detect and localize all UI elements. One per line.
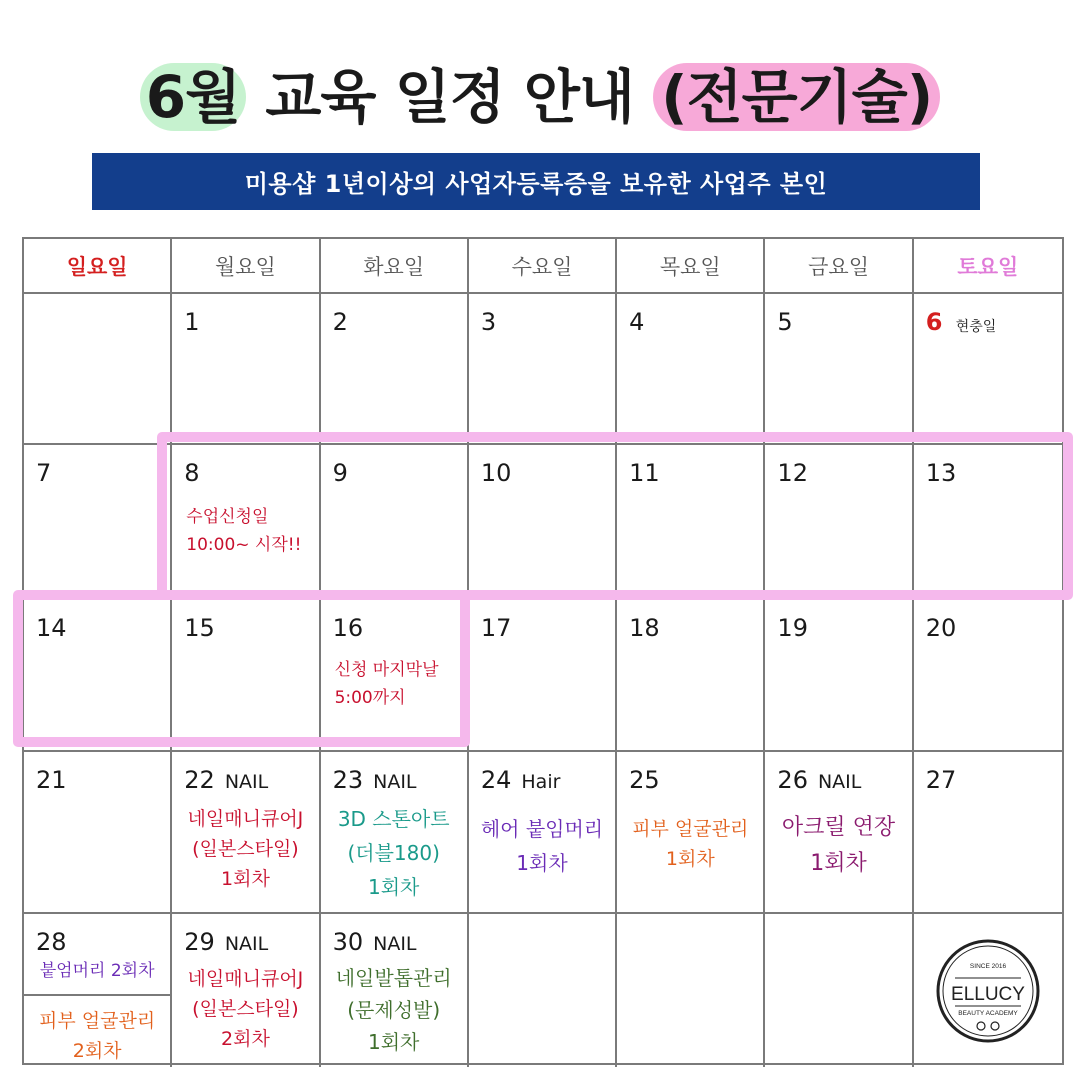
day-cell-1 (172, 294, 320, 445)
day-number: 25 (629, 766, 660, 794)
weekday-tuesday: 화요일 (321, 239, 469, 294)
ellucy-logo (935, 938, 1041, 1044)
day-number: 20 (925, 614, 957, 642)
day-number: 7 (36, 459, 52, 487)
day-cell-8 (172, 445, 320, 600)
weekday-monday: 월요일 (172, 239, 320, 294)
day-number: 9 (332, 459, 348, 487)
weekday-saturday: 토요일 (914, 239, 1062, 294)
day-cell-14 (24, 600, 172, 752)
eligibility-banner: 미용샵 1년이상의 사업자등록증을 보유한 사업주 본인 (92, 153, 980, 210)
day-cell-empty (765, 914, 913, 1067)
logo-sub: BEAUTY ACADEMY (957, 1010, 1018, 1017)
day-number: 8 (184, 459, 200, 487)
day-number: 11 (629, 459, 660, 487)
day-cell-13 (914, 445, 1062, 600)
day-number: 4 (629, 308, 645, 336)
event-acrylic-extension: 아크릴 연장 1회차 (781, 815, 896, 876)
day-number: 28 (36, 928, 67, 956)
logo-flower-icon (991, 1022, 999, 1030)
day-cell-4 (617, 294, 765, 445)
day-number: 27 (925, 766, 957, 794)
day-number: 17 (480, 614, 512, 642)
day-cell-6 (914, 294, 1062, 445)
day-cell-28 (24, 914, 172, 1067)
day-cell-11 (617, 445, 765, 600)
page-title (0, 52, 1080, 142)
day-cell-23 (321, 752, 469, 914)
day-cell-empty (24, 294, 172, 445)
day-cell-21 (24, 752, 172, 914)
day-cell-empty (617, 914, 765, 1067)
event-toenail-care: 네일발톱관리 (문제성발) 1회차 (335, 966, 452, 1054)
day-cell-5 (765, 294, 913, 445)
day-number: 30 NAIL (332, 928, 417, 956)
day-number: 24 Hair (480, 766, 561, 794)
day-cell-18 (617, 600, 765, 752)
day-cell-15 (172, 600, 320, 752)
day-number: 18 (629, 614, 660, 642)
day-number: 15 (184, 614, 215, 642)
day-cell-empty (469, 914, 617, 1067)
calendar-grid (22, 237, 1064, 1065)
day-number: 22 NAIL (184, 766, 269, 794)
day-number: 10 (480, 459, 512, 487)
day-number: 16 (332, 614, 364, 642)
logo-name: ELLUCY (950, 984, 1025, 1005)
course-tag: NAIL (224, 771, 269, 793)
weekday-thursday: 목요일 (617, 239, 765, 294)
day-cell-22 (172, 752, 320, 914)
day-number: 6 (925, 308, 943, 336)
event-hair-extension-2: 붙엄머리 2회차 (39, 961, 155, 981)
day-cell-3 (469, 294, 617, 445)
day-cell-27 (914, 752, 1062, 914)
day-number: 2 (332, 308, 348, 336)
day-cell-17 (469, 600, 617, 752)
day-number: 14 (36, 614, 67, 642)
course-tag: NAIL (817, 771, 862, 793)
day-number: 23 NAIL (332, 766, 417, 794)
event-nail-manicure-j-2: 네일매니큐어J (일본스타일) 2회차 (187, 968, 304, 1050)
day-number: 13 (925, 459, 957, 487)
event-3d-stone-art: 3D 스톤아트 (더블180) 1회차 (337, 807, 450, 899)
event-nail-manicure-j: 네일매니큐어J (일본스타일) 1회차 (187, 808, 304, 890)
cell-divider (24, 994, 170, 996)
day-number: 19 (777, 614, 808, 642)
day-number: 29 NAIL (184, 928, 269, 956)
day-number: 21 (36, 766, 67, 794)
day-number: 12 (777, 459, 808, 487)
title-month: 6월 (140, 63, 246, 131)
day-cell-7 (24, 445, 172, 600)
weekday-friday: 금요일 (765, 239, 913, 294)
title-tag: (전문기술) (653, 63, 940, 131)
course-tag: NAIL (373, 771, 417, 793)
weekday-sunday: 일요일 (24, 239, 172, 294)
day-cell-10 (469, 445, 617, 600)
day-cell-19 (765, 600, 913, 752)
course-tag: Hair (521, 771, 561, 793)
holiday-label: 현충일 (955, 319, 997, 335)
event-registration-open: 수업신청일 10:00~ 시작!! (186, 507, 302, 555)
day-number: 5 (777, 308, 793, 336)
day-cell-26 (765, 752, 913, 914)
day-cell-24 (469, 752, 617, 914)
day-cell-12 (765, 445, 913, 600)
day-cell-2 (321, 294, 469, 445)
event-registration-deadline: 신청 마지막날 5:00까지 (334, 660, 439, 708)
logo-cell (914, 914, 1062, 1067)
course-tag: NAIL (224, 933, 269, 955)
day-cell-25 (617, 752, 765, 914)
logo-since: SINCE 2016 (969, 963, 1006, 970)
day-cell-20 (914, 600, 1062, 752)
event-facial-care-2: 피부 얼굴관리 2회차 (39, 1010, 156, 1062)
course-tag: NAIL (373, 933, 417, 955)
day-number: 1 (184, 308, 200, 336)
day-number: 26 NAIL (777, 766, 862, 794)
weekday-wednesday: 수요일 (469, 239, 617, 294)
logo-flower-icon (977, 1022, 985, 1030)
day-cell-9 (321, 445, 469, 600)
title-middle: 교육 일정 안내 (246, 63, 654, 131)
event-hair-extension: 헤어 붙임머리 1회차 (480, 817, 604, 875)
day-cell-16 (321, 600, 469, 752)
day-cell-29 (172, 914, 320, 1067)
day-cell-30 (321, 914, 469, 1067)
event-facial-care: 피부 얼굴관리 1회차 (632, 818, 749, 870)
day-number: 3 (480, 308, 497, 336)
